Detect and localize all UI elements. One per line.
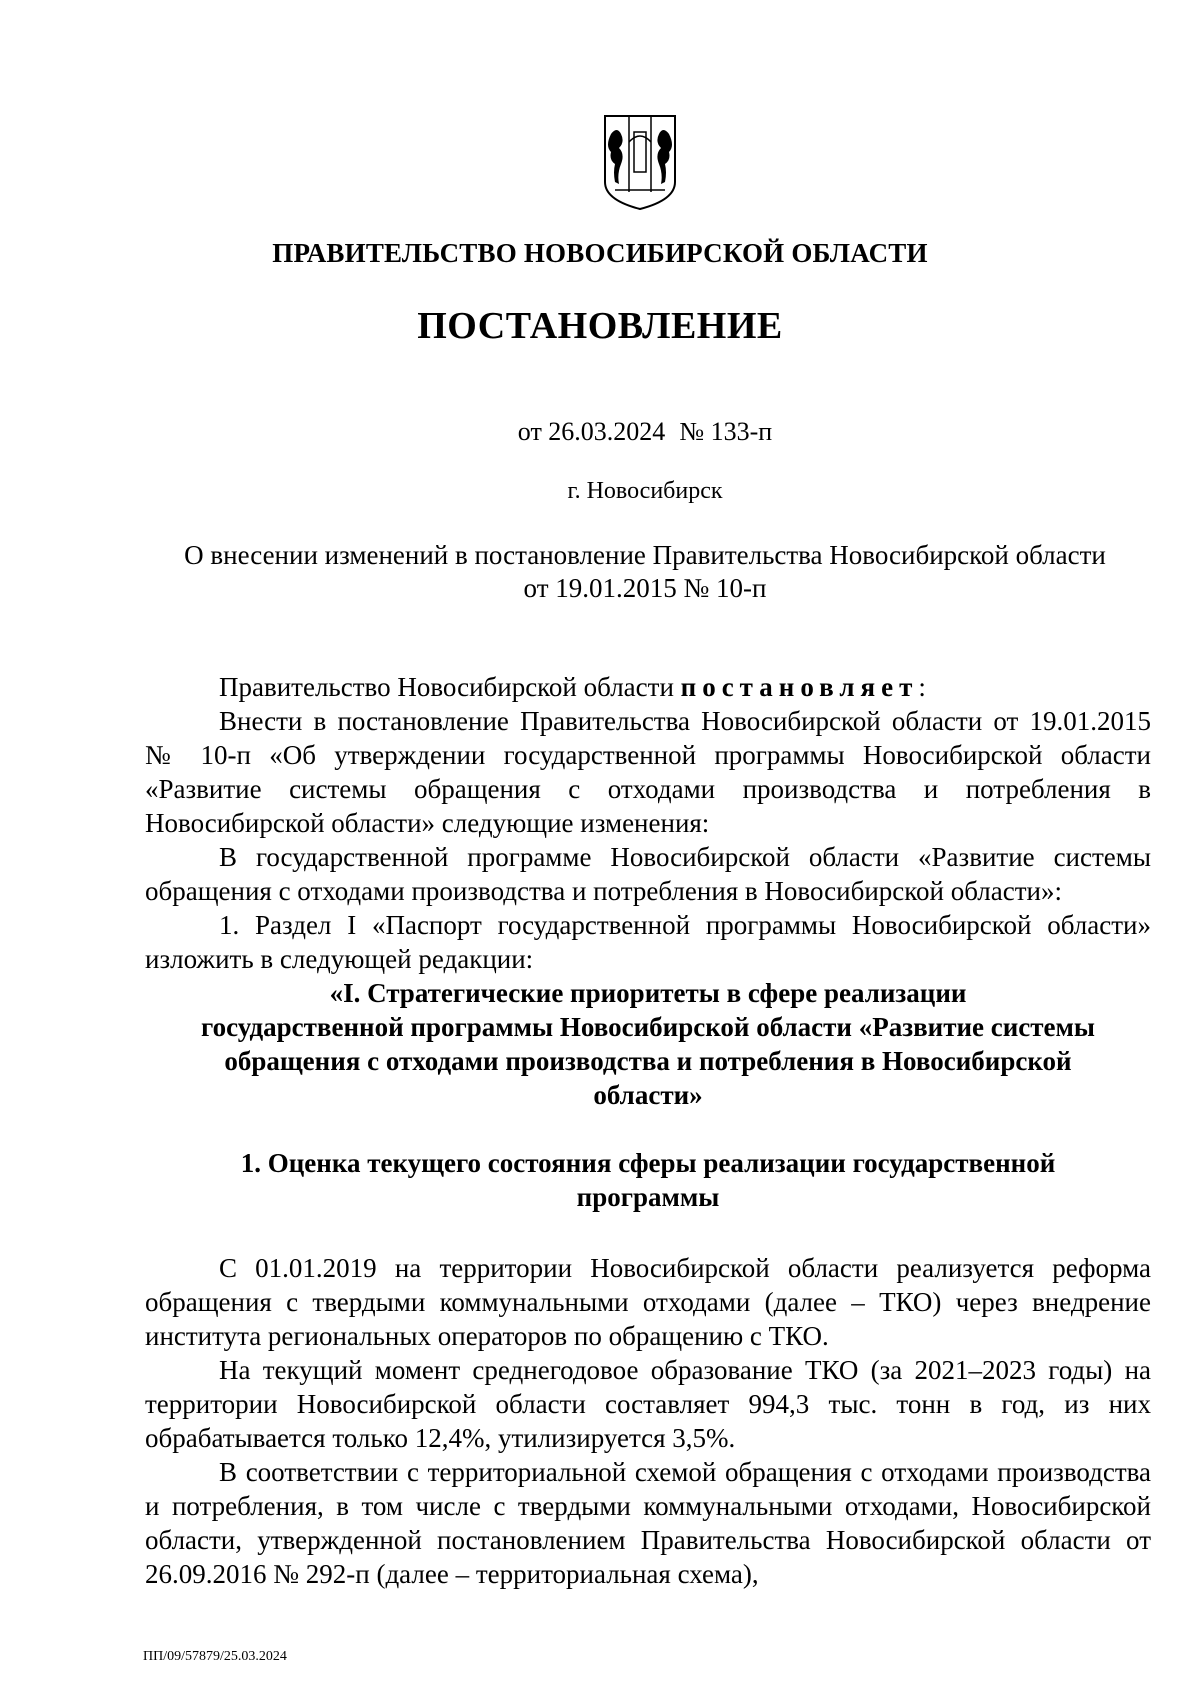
government-title: ПРАВИТЕЛЬСТВО НОВОСИБИРСКОЙ ОБЛАСТИ [272, 238, 928, 268]
document-body [145, 670, 1151, 1591]
subsection-heading: 1. Оценка текущего состояния сферы реализации государственной программы [240, 1148, 1056, 1212]
keyword-decrees: постановляет [680, 672, 919, 702]
document-type: ПОСТАНОВЛЕНИЕ [417, 305, 783, 347]
decree-number: № 133-п [679, 417, 773, 446]
decree-date: от 26.03.2024 [517, 417, 666, 446]
paragraph-6: На текущий момент среднегодовое образование ТКО (за 2021–2023 годы) на территории Новосибирской области составляет 994,3 тыс. тонн в год, из них обрабатывается только 12,4%, утилизируется 3,5%. [145, 1355, 1151, 1453]
paragraph-2: Внести в постановление Правительства Новосибирской области от 19.01.2015 № 10-п «Об утверждении государственной программы Новосибирской области «Развитие системы обращения с отходами производства и потребления в Новосибирской области» следующие изменения: [145, 706, 1151, 838]
section-heading: «I. Стратегические приоритеты в сфере реализации государственной программы Новосибирской области «Развитие системы обращения с отходами производства и потребления в Новосибирской области» [200, 978, 1096, 1110]
paragraph-4: 1. Раздел I «Паспорт государственной программы Новосибирской области» изложить в следующей редакции: [145, 910, 1151, 974]
document-code: ПП/09/57879/25.03.2024 [143, 1649, 287, 1664]
subject-line-2: от 19.01.2015 № 10-п [523, 573, 767, 603]
decree-subject [140, 539, 1150, 605]
paragraph-3: В государственной программе Новосибирской области «Развитие системы обращения с отходами производства и потребления в Новосибирской области»: [145, 842, 1151, 906]
paragraph-5: С 01.01.2019 на территории Новосибирской области реализуется реформа обращения с твердыми коммунальными отходами (далее – ТКО) через внедрение института региональных операторов по обращению с ТКО. [145, 1253, 1151, 1351]
city: г. Новосибирск [567, 478, 723, 504]
paragraph-1: Правительство Новосибирской области постановляет: [219, 672, 926, 702]
paragraph-7: В соответствии с территориальной схемой обращения с отходами производства и потребления, в том числе с твердыми коммунальными отходами, Новосибирской области, утвержденной постановлением Правительства Новосибирской области от 26.09.2016 № 292-п (далее – территориальная схема), [145, 1457, 1151, 1589]
coat-of-arms-icon [601, 112, 679, 212]
subject-line-1: О внесении изменений в постановление Правительства Новосибирской области [184, 540, 1106, 570]
date-number-line [0, 417, 1200, 447]
